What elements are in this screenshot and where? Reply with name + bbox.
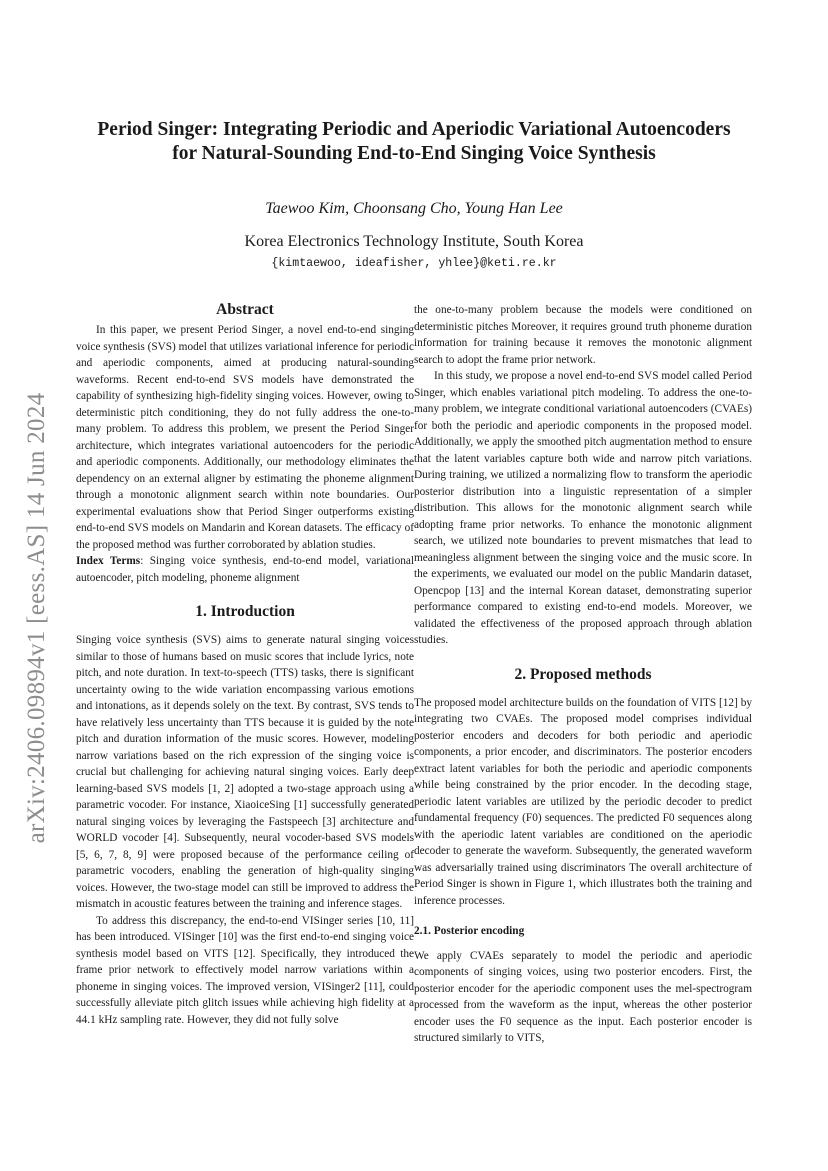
posterior-encoding-heading: 2.1. Posterior encoding bbox=[414, 925, 525, 937]
authors: Taewoo Kim, Choonsang Cho, Young Han Lee bbox=[265, 200, 563, 217]
introduction-heading: 1. Introduction bbox=[195, 603, 295, 620]
paper-title bbox=[70, 118, 758, 166]
introduction-paragraph-3: the one-to-many problem because the models were conditioned on deterministic pitches Moreover, it requires ground truth phoneme duration information for training because it removes the monotonic alignment search to adopt the frame prior network. bbox=[414, 304, 752, 366]
title-line-1: Period Singer: Integrating Periodic and Aperiodic Variational Autoencoders bbox=[97, 119, 731, 140]
abstract-text: In this paper, we present Period Singer, a novel end-to-end singing voice synthesis (SVS) model that utilizes variational inference for periodic and aperiodic components, aimed at producing natural-sounding waveforms. Recent end-to-end SVS models have demonstrated the capability of synthesizing high-fidelity singing voices. However, owing to deterministic pitch conditioning, they do not fully address the one-to-many problem. To address this problem, we present the Period Singer architecture, which integrates variational autoencoders for the periodic and aperiodic components. Additionally, our methodology eliminates the dependency on an external aligner by estimating the phoneme alignment through a monotonic alignment search within note boundaries. Our experimental evaluations show that Period Singer outperforms existing end-to-end SVS models on Mandarin and Korean datasets. The efficacy of the proposed method was further corroborated by ablation studies. bbox=[76, 324, 414, 551]
index-terms-label: Index Terms bbox=[76, 555, 141, 567]
arxiv-identifier bbox=[22, 358, 52, 878]
proposed-methods-heading: 2. Proposed methods bbox=[514, 665, 652, 683]
introduction-paragraph-1: Singing voice synthesis (SVS) aims to generate natural singing voices similar to those of humans based on music scores that include lyrics, note pitch, and note duration. In text-to-speech (TTS) tasks, there is significant uncertainty owing to the wide variation encompassing various emotions and intonations, as it depends solely on the text. By contrast, SVS tends to have relatively less uncertainty than TTS because it is guided by the note pitch and duration information of the music scores. However, modeling narrow variations based on the rich expression of the singing voice is crucial but challenging for achieving natural singing voices. Early deep learning-based SVS models [1, 2] adopted a two-stage approach using a parametric vocoder. For instance, XiaoiceSing [1] successfully generated natural singing voices by leveraging the Fastspeech [3] architecture and WORLD vocoder [4]. Subsequently, neural vocoder-based SVS models [5, 6, 7, 8, 9] were proposed because of the performance ceiling of parametric vocoders, enabling the generation of high-quality singing voices. However, the two-stage model can still be improved to address the mismatch in acoustic features between the training and inference stages. bbox=[76, 634, 414, 910]
abstract-heading: Abstract bbox=[216, 301, 274, 318]
right-column bbox=[414, 302, 752, 1047]
introduction-paragraph-4: In this study, we propose a novel end-to-end SVS model called Period Singer, which enables variational pitch modeling. To address the one-to-many problem, we integrate conditional variational autoencoders (CVAEs) for both the periodic and aperiodic components in the proposed model. Additionally, we apply the smoothed pitch augmentation method to ensure that the latent variables capture both wide and narrow pitch variations. During training, we utilized a normalizing flow to transform the aperiodic posterior distribution into a linguistic representation of a simpler distribution. This allows for the monotonic alignment search while adopting frame prior networks. To enhance the monotonic alignment search, we utilized note boundaries to prevent mismatches that lead to meaningless alignment between the singing voice and the music score. In the experiments, we evaluated our model on the public Mandarin dataset, Opencpop [13] and the internal Korean dataset, demonstrating superior performance compared to existing end-to-end models. Moreover, we validated the effectiveness of the proposed approach through ablation studies. bbox=[414, 370, 752, 646]
title-line-2: for Natural-Sounding End-to-End Singing Voice Synthesis bbox=[172, 143, 656, 164]
arxiv-identifier-text: arXiv:2406.09894v1 [eess.AS] 14 Jun 2024 bbox=[23, 392, 50, 844]
email: {kimtaewoo, ideafisher, yhlee}@keti.re.kr bbox=[271, 257, 557, 270]
index-terms bbox=[76, 553, 414, 586]
affiliation: Korea Electronics Technology Institute, South Korea bbox=[244, 233, 584, 250]
posterior-encoding-paragraph: We apply CVAEs separately to model the periodic and aperiodic components of singing voices, using two posterior encoders. First, the posterior encoder for the aperiodic component uses the mel-spectrogram processed from the waveform as the input, whereas the other posterior encoder uses the F0 sequence as the input. Each posterior encoder is structured similarly to VITS, bbox=[414, 949, 752, 1044]
index-terms-text: : Singing voice synthesis, end-to-end model, variational autoencoder, pitch modeling, phoneme alignment bbox=[76, 555, 415, 584]
left-column bbox=[76, 298, 414, 1028]
proposed-methods-paragraph: The proposed model architecture builds on the foundation of VITS [12] by integrating two CVAEs. The proposed model comprises individual posterior encoders and decoders for both periodic and aperiodic components, a prior encoder, and discriminators. The posterior encoders extract latent variables for both the periodic and aperiodic components while being constrained by the prior encoder. In the decoding stage, periodic latent variables are utilized by the periodic decoder to predict fundamental frequency (F0) sequences. The predicted F0 sequences along with the aperiodic latent variables are conditioned on the aperiodic decoder to generate the waveform. Subsequently, the generated waveform was adversarially trained using discriminators The overall architecture of Period Singer is shown in Figure 1, which illustrates both the training and inference processes. bbox=[414, 696, 752, 907]
introduction-paragraph-2: To address this discrepancy, the end-to-end VISinger series [10, 11] has been introduced. VISinger [10] was the first end-to-end singing voice synthesis model based on VITS [12]. Specifically, they introduced the frame prior network to effectively model narrow variations within a phoneme in singing voices. The improved version, VISinger2 [11], could successfully alleviate pitch glitch issues while achieving high fidelity at a 44.1 kHz sampling rate. However, they did not fully solve bbox=[76, 914, 414, 1026]
